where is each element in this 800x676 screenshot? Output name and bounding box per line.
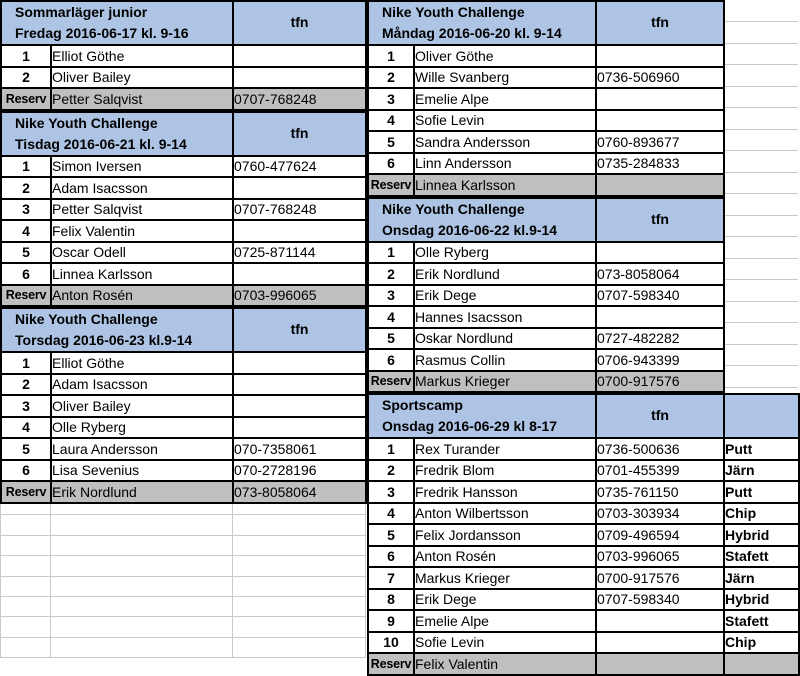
reserve-name-cell[interactable]: Felix Valentin — [414, 653, 596, 675]
participant-row — [368, 263, 724, 285]
participant-name-cell[interactable]: Oscar Odell — [51, 242, 233, 264]
empty-cell[interactable] — [233, 515, 366, 535]
reserve-row — [1, 88, 366, 110]
table-header-title-cell[interactable] — [1, 308, 233, 352]
phone-column-header-label: tfn — [290, 14, 309, 30]
empty-cell[interactable] — [51, 556, 233, 576]
left-tables-column — [0, 0, 365, 504]
station-cell[interactable]: Hybrid — [724, 524, 799, 546]
station-cell[interactable]: Putt — [724, 481, 799, 503]
schedule-table — [0, 111, 367, 308]
phone-number-cell[interactable]: 070-2728196 — [233, 460, 366, 482]
phone-column-header-cell[interactable] — [233, 112, 366, 156]
phone-number-cell[interactable]: 0725-871144 — [233, 242, 366, 264]
table-header-title-cell[interactable] — [1, 112, 233, 156]
empty-cell[interactable] — [233, 637, 366, 657]
schedule-table — [367, 0, 725, 197]
reserve-name-cell[interactable]: Erik Nordlund — [51, 481, 233, 503]
table-header-title-cell[interactable] — [368, 394, 596, 438]
participant-name-cell[interactable]: Oliver Bailey — [51, 67, 233, 89]
station-column-header-cell[interactable] — [724, 394, 799, 438]
reserve-row — [1, 481, 366, 503]
reserve-phone-cell[interactable] — [596, 174, 724, 196]
row-number-cell[interactable]: 6 — [368, 546, 414, 568]
participant-name-cell[interactable]: Markus Krieger — [414, 567, 596, 589]
participant-name-cell[interactable]: Hannes Isacsson — [414, 306, 596, 328]
participant-name-cell[interactable]: Lisa Sevenius — [51, 460, 233, 482]
phone-number-cell[interactable] — [596, 110, 724, 132]
participant-name-cell[interactable]: Oskar Nordlund — [414, 328, 596, 350]
phone-number-cell[interactable] — [596, 632, 724, 654]
participant-name-cell[interactable]: Petter Salqvist — [51, 199, 233, 221]
row-number-cell[interactable]: 2 — [1, 67, 51, 89]
phone-number-cell[interactable]: 0727-482282 — [596, 328, 724, 350]
phone-column-header-label: tfn — [651, 14, 669, 30]
phone-column-header-cell[interactable] — [233, 308, 366, 352]
station-cell[interactable]: Hybrid — [724, 589, 799, 611]
reserve-phone-cell[interactable] — [596, 653, 724, 675]
reserve-label-cell[interactable]: Reserv — [1, 88, 51, 110]
reserve-label-cell[interactable]: Reserv — [368, 174, 414, 196]
phone-column-header-label: tfn — [651, 407, 669, 423]
participant-row — [368, 88, 724, 110]
empty-cell[interactable] — [1, 637, 51, 657]
table-subtitle: Torsdag 2016-06-23 kl.9-14 — [15, 332, 193, 348]
phone-number-cell[interactable] — [233, 263, 366, 285]
phone-column-header-label: tfn — [651, 210, 669, 227]
phone-number-cell[interactable]: 0735-761150 — [596, 481, 724, 503]
schedule-table — [0, 307, 367, 504]
empty-cell[interactable] — [1, 515, 51, 535]
phone-number-cell[interactable] — [233, 45, 366, 67]
phone-number-cell[interactable]: 0736-506960 — [596, 67, 724, 89]
phone-number-cell[interactable]: 0700-917576 — [596, 567, 724, 589]
table-subtitle: Måndag 2016-06-20 kl. 9-14 — [382, 25, 562, 41]
row-number-cell[interactable]: 4 — [368, 503, 414, 525]
row-number-cell[interactable]: 8 — [368, 589, 414, 611]
participant-row — [368, 546, 799, 568]
row-number-cell[interactable]: 1 — [368, 242, 414, 264]
table-title: Nike Youth Challenge — [382, 200, 525, 217]
row-number-cell[interactable]: 3 — [368, 481, 414, 503]
participant-row — [1, 242, 366, 264]
participant-name-cell[interactable]: Adam Isacsson — [51, 177, 233, 199]
participant-name-cell[interactable]: Felix Valentin — [51, 220, 233, 242]
station-cell[interactable]: Chip — [724, 503, 799, 525]
participant-row — [368, 349, 724, 371]
participant-name-cell[interactable]: Felix Jordansson — [414, 524, 596, 546]
participant-row — [368, 481, 799, 503]
phone-number-cell[interactable]: 0760-477624 — [233, 156, 366, 178]
participant-name-cell[interactable]: Anton Wilbertsson — [414, 503, 596, 525]
empty-cell[interactable] — [51, 617, 233, 637]
phone-number-cell[interactable]: 0735-284833 — [596, 153, 724, 175]
phone-column-header-label: tfn — [290, 124, 309, 141]
participant-row — [368, 524, 799, 546]
empty-cells-region-left — [0, 494, 365, 657]
empty-cell[interactable] — [233, 596, 366, 616]
participant-row — [368, 242, 724, 264]
participant-name-cell[interactable]: Anton Rosén — [414, 546, 596, 568]
participant-name-cell[interactable]: Rasmus Collin — [414, 349, 596, 371]
row-number-cell[interactable]: 5 — [368, 131, 414, 153]
participant-name-cell[interactable]: Sandra Andersson — [414, 131, 596, 153]
phone-number-cell[interactable]: 0736-500636 — [596, 438, 724, 460]
table-title: Nike Youth Challenge — [15, 311, 158, 327]
table-subtitle: Onsdag 2016-06-22 kl.9-14 — [382, 221, 558, 238]
reserve-phone-cell[interactable]: 073-8058064 — [233, 481, 366, 503]
participant-row — [368, 438, 799, 460]
phone-number-cell[interactable]: 0707-598340 — [596, 285, 724, 307]
phone-number-cell[interactable] — [596, 88, 724, 110]
participant-name-cell[interactable]: Erik Nordlund — [414, 263, 596, 285]
empty-cell[interactable] — [51, 637, 233, 657]
participant-row — [368, 153, 724, 175]
empty-cell[interactable] — [1, 617, 51, 637]
phone-number-cell[interactable] — [233, 417, 366, 439]
participant-name-cell[interactable]: Emelie Alpe — [414, 88, 596, 110]
row-number-cell[interactable]: 2 — [1, 374, 51, 396]
participant-row — [1, 263, 366, 285]
row-number-cell[interactable]: 1 — [1, 352, 51, 374]
participant-row — [1, 199, 366, 221]
phone-number-cell[interactable]: 0709-496594 — [596, 524, 724, 546]
row-number-cell[interactable]: 7 — [368, 567, 414, 589]
participant-name-cell[interactable]: Fredrik Hansson — [414, 481, 596, 503]
phone-number-cell[interactable]: 0707-768248 — [233, 199, 366, 221]
participant-name-cell[interactable]: Laura Andersson — [51, 438, 233, 460]
station-cell[interactable]: Järn — [724, 460, 799, 482]
participant-name-cell[interactable]: Sofie Levin — [414, 110, 596, 132]
station-cell[interactable]: Chip — [724, 632, 799, 654]
reserve-row — [368, 653, 799, 675]
participant-row — [368, 589, 799, 611]
schedule-table — [0, 0, 367, 111]
row-number-cell[interactable]: 6 — [368, 153, 414, 175]
row-number-cell[interactable]: 5 — [368, 524, 414, 546]
participant-row — [1, 417, 366, 439]
participant-row — [1, 460, 366, 482]
empty-cell[interactable] — [51, 596, 233, 616]
station-cell[interactable]: Putt — [724, 438, 799, 460]
participant-name-cell[interactable]: Oliver Göthe — [414, 45, 596, 67]
phone-number-cell[interactable]: 0706-943399 — [596, 349, 724, 371]
row-number-cell[interactable]: 5 — [1, 242, 51, 264]
phone-number-cell[interactable]: 0703-996065 — [596, 546, 724, 568]
table-title: Sommarläger junior — [15, 4, 148, 20]
participant-name-cell[interactable]: Elliot Göthe — [51, 352, 233, 374]
phone-number-cell[interactable]: 070-7358061 — [233, 438, 366, 460]
participant-name-cell[interactable]: Emelie Alpe — [414, 610, 596, 632]
row-number-cell[interactable]: 3 — [368, 285, 414, 307]
empty-cell[interactable] — [1, 576, 51, 596]
empty-cell[interactable] — [51, 576, 233, 596]
participant-row — [368, 503, 799, 525]
participant-row — [1, 67, 366, 89]
station-cell[interactable]: Järn — [724, 567, 799, 589]
row-number-cell[interactable]: 4 — [1, 417, 51, 439]
row-number-cell[interactable]: 3 — [1, 395, 51, 417]
station-cell[interactable]: Stafett — [724, 610, 799, 632]
reserve-row — [368, 371, 724, 393]
table-header-title-cell[interactable] — [368, 198, 596, 242]
participant-name-cell[interactable]: Simon Iversen — [51, 156, 233, 178]
row-number-cell[interactable]: 1 — [1, 45, 51, 67]
participant-name-cell[interactable]: Wille Svanberg — [414, 67, 596, 89]
row-number-cell[interactable]: 4 — [368, 110, 414, 132]
reserve-phone-cell[interactable]: 0700-917576 — [596, 371, 724, 393]
participant-row — [368, 67, 724, 89]
row-number-cell[interactable]: 2 — [368, 460, 414, 482]
reserve-name-cell[interactable]: Linnea Karlsson — [414, 174, 596, 196]
phone-number-cell[interactable] — [596, 306, 724, 328]
table-title: Sportscamp — [382, 397, 463, 413]
participant-name-cell[interactable]: Elliot Göthe — [51, 45, 233, 67]
reserve-phone-cell[interactable]: 0703-996065 — [233, 285, 366, 307]
empty-cell[interactable] — [233, 576, 366, 596]
participant-name-cell[interactable]: Fredrik Blom — [414, 460, 596, 482]
participant-row — [1, 45, 366, 67]
reserve-label-cell[interactable]: Reserv — [368, 653, 414, 675]
row-number-cell[interactable]: 6 — [1, 263, 51, 285]
reserve-row — [368, 174, 724, 196]
participant-row — [368, 285, 724, 307]
participant-row — [368, 45, 724, 67]
row-number-cell[interactable]: 2 — [1, 177, 51, 199]
row-number-cell[interactable]: 6 — [368, 349, 414, 371]
participant-name-cell[interactable]: Oliver Bailey — [51, 395, 233, 417]
right-tables-column — [367, 0, 798, 676]
participant-name-cell[interactable]: Linn Andersson — [414, 153, 596, 175]
phone-column-header-cell[interactable] — [596, 394, 724, 438]
participant-row — [1, 156, 366, 178]
empty-cell[interactable] — [233, 556, 366, 576]
participant-name-cell[interactable]: Sofie Levin — [414, 632, 596, 654]
empty-cell[interactable] — [51, 535, 233, 555]
participant-row — [1, 374, 366, 396]
reserve-station-cell[interactable] — [724, 653, 799, 675]
station-cell[interactable]: Stafett — [724, 546, 799, 568]
table-header-title-cell[interactable] — [1, 1, 233, 45]
phone-number-cell[interactable] — [596, 610, 724, 632]
participant-row — [1, 352, 366, 374]
participant-row — [368, 632, 799, 654]
phone-number-cell[interactable]: 0703-303934 — [596, 503, 724, 525]
participant-row — [1, 395, 366, 417]
schedule-table — [367, 393, 800, 676]
phone-column-header-label: tfn — [290, 321, 309, 337]
row-number-cell[interactable]: 5 — [1, 438, 51, 460]
participant-name-cell[interactable]: Linnea Karlsson — [51, 263, 233, 285]
participant-name-cell[interactable]: Olle Ryberg — [51, 417, 233, 439]
participant-row — [368, 110, 724, 132]
phone-number-cell[interactable]: 073-8058064 — [596, 263, 724, 285]
participant-row — [368, 306, 724, 328]
empty-cell[interactable] — [51, 515, 233, 535]
participant-row — [368, 131, 724, 153]
phone-number-cell[interactable] — [233, 67, 366, 89]
row-number-cell[interactable]: 2 — [368, 67, 414, 89]
reserve-name-cell[interactable]: Anton Rosén — [51, 285, 233, 307]
row-number-cell[interactable]: 3 — [368, 88, 414, 110]
row-number-cell[interactable]: 2 — [368, 263, 414, 285]
participant-row — [368, 610, 799, 632]
table-subtitle: Onsdag 2016-06-29 kl 8-17 — [382, 418, 558, 434]
row-number-cell[interactable]: 3 — [1, 199, 51, 221]
participant-name-cell[interactable]: Adam Isacsson — [51, 374, 233, 396]
phone-number-cell[interactable]: 0760-893677 — [596, 131, 724, 153]
reserve-row — [1, 285, 366, 307]
phone-number-cell[interactable]: 0701-455399 — [596, 460, 724, 482]
row-number-cell[interactable]: 6 — [1, 460, 51, 482]
phone-number-cell[interactable] — [233, 177, 366, 199]
empty-cell[interactable] — [1, 535, 51, 555]
phone-number-cell[interactable] — [596, 242, 724, 264]
participant-row — [368, 460, 799, 482]
row-number-cell[interactable]: 9 — [368, 610, 414, 632]
reserve-name-cell[interactable]: Markus Krieger — [414, 371, 596, 393]
table-subtitle: Fredag 2016-06-17 kl. 9-16 — [15, 25, 189, 41]
participant-row — [368, 567, 799, 589]
phone-number-cell[interactable] — [233, 374, 366, 396]
participant-name-cell[interactable]: Olle Ryberg — [414, 242, 596, 264]
participant-name-cell[interactable]: Rex Turander — [414, 438, 596, 460]
phone-number-cell[interactable]: 0707-598340 — [596, 589, 724, 611]
row-number-cell[interactable]: 10 — [368, 632, 414, 654]
row-number-cell[interactable]: 4 — [1, 220, 51, 242]
table-subtitle: Tisdag 2016-06-21 kl. 9-14 — [15, 135, 187, 152]
phone-number-cell[interactable] — [596, 45, 724, 67]
empty-cell[interactable] — [1, 596, 51, 616]
row-number-cell[interactable]: 5 — [368, 328, 414, 350]
reserve-label-cell[interactable]: Reserv — [1, 285, 51, 307]
phone-column-header-cell[interactable] — [596, 198, 724, 242]
reserve-label-cell[interactable]: Reserv — [368, 371, 414, 393]
row-number-cell[interactable]: 1 — [1, 156, 51, 178]
schedule-table — [367, 197, 725, 394]
phone-number-cell[interactable] — [233, 220, 366, 242]
participant-row — [1, 220, 366, 242]
row-number-cell[interactable]: 4 — [368, 306, 414, 328]
row-number-cell[interactable]: 1 — [368, 438, 414, 460]
empty-cell[interactable] — [1, 556, 51, 576]
table-title: Nike Youth Challenge — [15, 114, 158, 131]
row-number-cell[interactable]: 1 — [368, 45, 414, 67]
empty-grid — [0, 494, 366, 658]
participant-name-cell[interactable]: Erik Dege — [414, 589, 596, 611]
table-header-title-cell[interactable] — [368, 1, 596, 45]
phone-column-header-cell[interactable] — [233, 1, 366, 45]
phone-number-cell[interactable] — [233, 352, 366, 374]
participant-row — [1, 177, 366, 199]
phone-column-header-cell[interactable] — [596, 1, 724, 45]
reserve-phone-cell[interactable]: 0707-768248 — [233, 88, 366, 110]
empty-cell[interactable] — [233, 617, 366, 637]
participant-name-cell[interactable]: Erik Dege — [414, 285, 596, 307]
table-title: Nike Youth Challenge — [382, 4, 525, 20]
participant-row — [368, 328, 724, 350]
participant-row — [1, 438, 366, 460]
phone-number-cell[interactable] — [233, 395, 366, 417]
reserve-label-cell[interactable]: Reserv — [1, 481, 51, 503]
reserve-name-cell[interactable]: Petter Salqvist — [51, 88, 233, 110]
empty-cell[interactable] — [233, 535, 366, 555]
